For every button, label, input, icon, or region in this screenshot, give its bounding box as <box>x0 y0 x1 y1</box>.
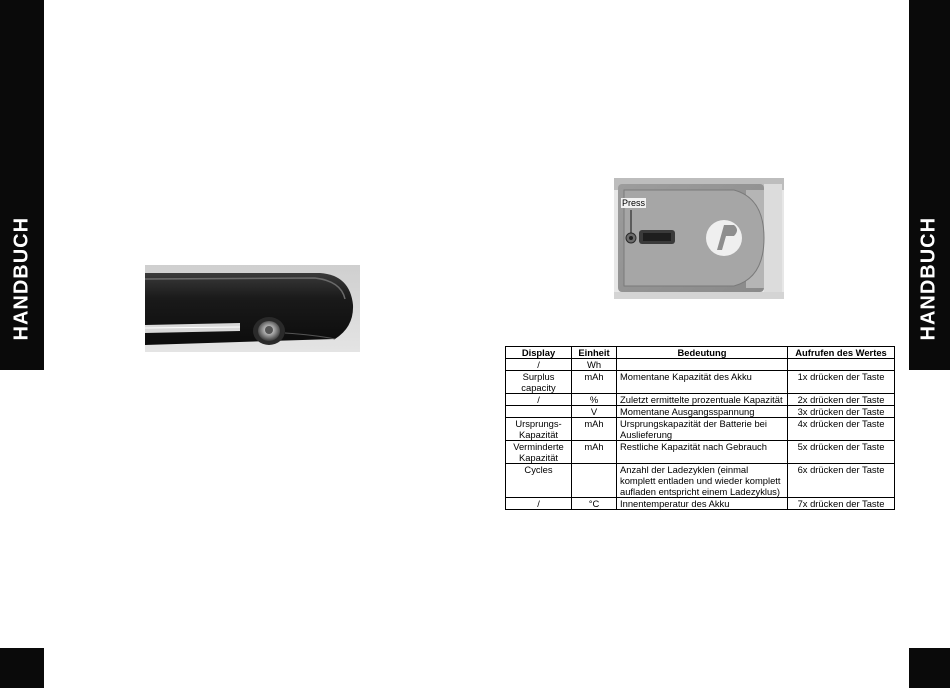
cell-meaning: Ursprungskapazität der Batterie bei Auslieferung <box>617 418 788 441</box>
cell-meaning <box>617 359 788 371</box>
cell-meaning: Momentane Kapazität des Akku <box>617 371 788 394</box>
cell-display: Cycles <box>506 464 572 498</box>
cell-unit: Wh <box>572 359 617 371</box>
cell-access: 1x drücken der Taste <box>788 371 895 394</box>
side-tab-left <box>0 0 44 370</box>
cell-display: Ursprungs-Kapazität <box>506 418 572 441</box>
table-row <box>506 406 895 418</box>
side-tab-right <box>909 0 950 370</box>
table-row <box>506 464 895 498</box>
cell-unit: % <box>572 394 617 406</box>
cell-access: 6x drücken der Taste <box>788 464 895 498</box>
cell-meaning: Innentemperatur des Akku <box>617 498 788 510</box>
table-row <box>506 418 895 441</box>
cell-display: Verminderte Kapazität <box>506 441 572 464</box>
cell-access: 7x drücken der Taste <box>788 498 895 510</box>
side-tab-left-label: HANDBUCH <box>10 216 33 341</box>
cell-access: 4x drücken der Taste <box>788 418 895 441</box>
bottom-tab-left <box>0 648 44 688</box>
display-values-table <box>505 346 895 510</box>
table-row <box>506 498 895 510</box>
header-access: Aufrufen des Wertes <box>788 347 895 359</box>
cell-display: Surplus capacity <box>506 371 572 394</box>
table-row <box>506 441 895 464</box>
header-unit: Einheit <box>572 347 617 359</box>
cell-access: 5x drücken der Taste <box>788 441 895 464</box>
press-label: Press <box>622 198 646 208</box>
cell-access <box>788 359 895 371</box>
battery-display-illustration <box>614 178 784 299</box>
cell-display: / <box>506 498 572 510</box>
battery-side-photo <box>145 265 360 352</box>
table-row <box>506 371 895 394</box>
table-header-row <box>506 347 895 359</box>
table-row <box>506 394 895 406</box>
cell-access: 2x drücken der Taste <box>788 394 895 406</box>
cell-access: 3x drücken der Taste <box>788 406 895 418</box>
cell-meaning: Momentane Ausgangsspannung <box>617 406 788 418</box>
cell-display: / <box>506 394 572 406</box>
header-display: Display <box>506 347 572 359</box>
header-meaning: Bedeutung <box>617 347 788 359</box>
cell-unit: mAh <box>572 418 617 441</box>
cell-unit: mAh <box>572 441 617 464</box>
cell-unit: V <box>572 406 617 418</box>
table-row <box>506 359 895 371</box>
battery-display-photo <box>614 178 784 299</box>
cell-unit <box>572 464 617 498</box>
cell-unit: mAh <box>572 371 617 394</box>
side-tab-right-label: HANDBUCH <box>917 216 940 341</box>
cell-display <box>506 406 572 418</box>
cell-display: / <box>506 359 572 371</box>
cell-meaning: Anzahl der Ladezyklen (einmal komplett entladen und wieder komplett aufladen entspricht einem Ladezyklus) <box>617 464 788 498</box>
cell-unit: °C <box>572 498 617 510</box>
cell-meaning: Restliche Kapazität nach Gebrauch <box>617 441 788 464</box>
cell-meaning: Zuletzt ermittelte prozentuale Kapazität <box>617 394 788 406</box>
battery-side-illustration <box>145 265 360 352</box>
bottom-tab-right <box>909 648 950 688</box>
